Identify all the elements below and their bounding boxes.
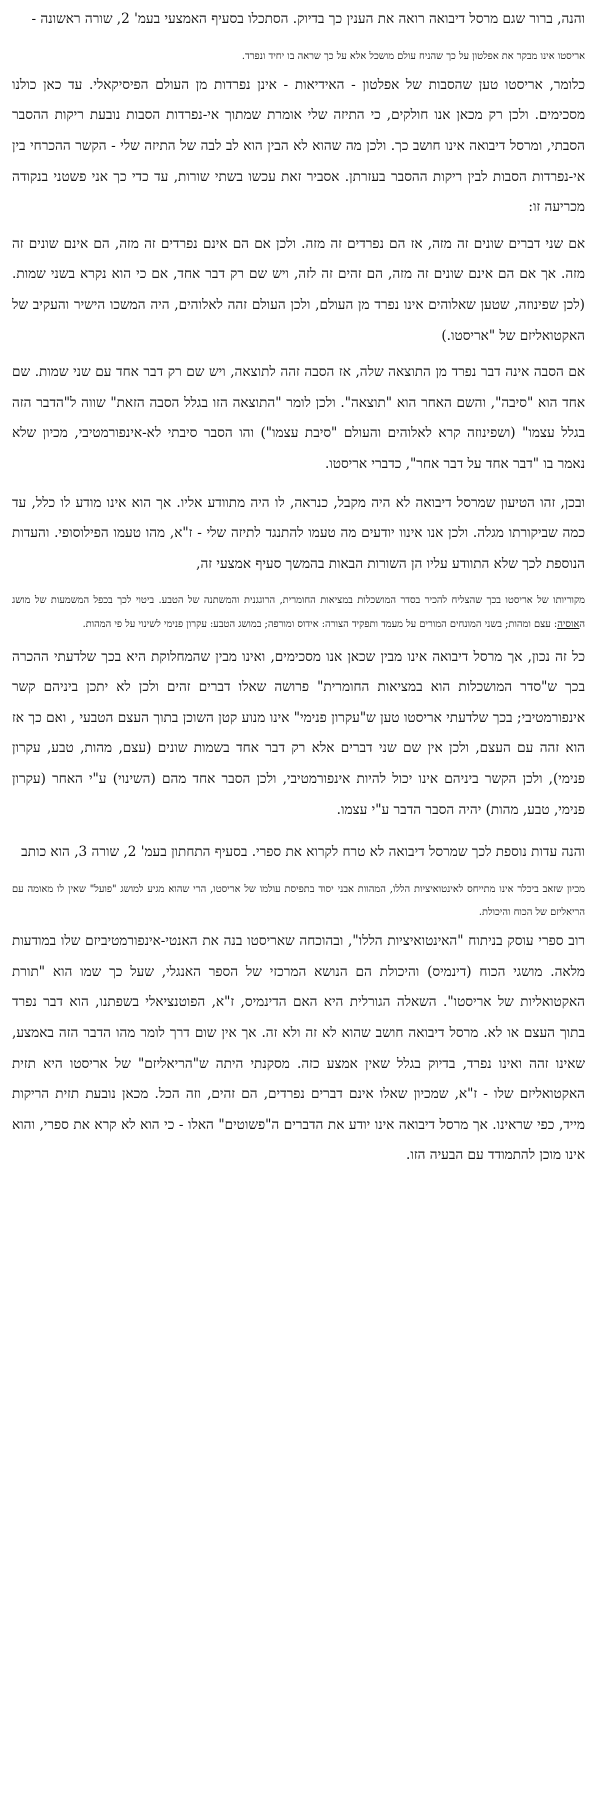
paragraph-cause-effect: אם הסבה אינה דבר נפרד מן התוצאה שלה, אז הסבה זהה לתוצאה, ויש שם רק דבר אחד עם שני שמות. שם אחד הוא "סיבה", והשם האחר הוא "תוצאה". ולכן לומר "התוצאה הזו בגלל הסבה הזאת" שווה ל"הדבר הזה בגלל עצמו" (ושפינוזה קרא לאלוהים והעולם "סיבת עצמו") והו הסבר סיבתי לא-אינפורמטיבי, מכיון שלא נאמר בו "דבר אחד על דבר אחר", כדברי אריסטו. <box>12 364 585 472</box>
paragraph-separation-thesis: כלומר, אריסטו טען שהסבות של אפלטון - האידיאות - אינן נפרדות מן העולם הפיסיקאלי. עד כאן כולנו מסכימים. ולכן רק מכאן אנו חולקים, כי התיזה שלי אומרת שמתוך אי-נפרדות הסבות נובעת ריקות ההסבר הסבתי, ומרסל דיבואה אינו חושב כך. ולכן מה שהוא לא הבין הוא לב לבה של התיזה שלי - הקשר ההכרחי בין אי-נפרדות הסבות לבין ריקות ההסבר בעזרתן. אסביר זאת עכשו בשתי שורות, עד כדי כך אני פשטני בנקודה מכריעה זו: <box>12 76 585 216</box>
paragraph-disagreement: כל זה נכון, אך מרסל דיבואה אינו מבין שכאן אנו מסכימים, ואינו מבין שהמחלוקת היא בכך שלדעתי ההכרה בכך ש"סדר המושכלות הוא במציאות החומרית" פרושה שאלו דברים זהים ולכן לא יתכן ביניהם קשר אינפורמטיבי; בכך שלדעתי אריסטו טען ש"עקרון פנימי" אינו מנוע קטן השוכן בתוך העצם הטבעי , ואם כך אז הוא זהה עם העצם, ולכן אין שם שני דברים אלא רק דבר אחד בשמות שונים (עצם, מהות, טבע, עקרון פנימי), ולכן הקשר ביניהם אינו יכול להיות אינפורמטיבי, ולכן הסבר אחד מהם (השינוי) ע"י האחר (עקרון פנימי, טבע, מהות) יהיה הסבר הדבר ע"י עצמו. <box>12 648 585 818</box>
paragraph-conclusion: רוב ספרי עוסק בניתוח "האינטואיציות הללו", ובהוכחה שאריסטו בנה את האנטי-אינפורמטיביזם שלו במודעות מלאה. מושגי הכוח (דינמיס) והיכולת הם הנושא המרכזי של הספר האנגלי, שעל כך שמו הוא "תורת האקטואליות של אריסטו". השאלה הגורלית היא האם הדינמיס, ז"א, הפוטנציאלי בשפתנו, הוא דבר נפרד בתוך העצם או לא. מרסל דיבואה חושב שהוא לא זה ולא זה. אך אין שום דרך לומר מהו הדבר הזה באמצע, שאינו זהה ואינו נפרד, בדיוק בגלל שאין אמצע כזה. מסקנתי היתה ש"הריאליזם" של אריסטו היא תזית האקטואליזם שלו - ז"א, שמכיון שאלו אינם דברים נפרדים, הם זהים, וזה הכל. מכאן נובעת תזית הריקות מייד, כפי שראינו. אך מרסל דיבואה אינו יודע את הדברים ה"פשוטים" האלו - כי הוא לא קרא את ספרי, והוא אינו מוכן להתמודד עם הבעיה הזו. <box>12 933 585 1164</box>
quote-note-2-text-after: : עצם ומהות; בשני המונחים המורים על מעמד ותפקיד הצורה: אידוס ומורפה; במושג הטבע: עקרון פנימי לשינוי על פי המהות. <box>82 618 558 630</box>
quote-note-2-text-before: מקוריותו של אריסטו בכך שהצליח להכיר בסדר המושכלות במציאות החומרית, הרוגגנית והמשתנה של הטבע. ביטוי לכך בכפל המשמעות של מושג ה <box>12 595 585 630</box>
quote-note-3: מכיון שזאב ביכלר אינו מתייחס לאינטואיציות הללו, המהוות אבני יסוד בתפיסת עולמו של אריסטו, הרי שהוא מגיע למושג "פועל" שאין לו מאומה עם הריאליזם של הכוח והיכולת. <box>12 883 585 919</box>
paragraph-intro: והנה, ברור שגם מרסל דיבואה רואה את הענין כך בדיוק. הסתכלו בסעיף האמצעי בעמ' 2, שורה ראשונה - <box>31 11 585 27</box>
quote-note-2 <box>12 589 585 635</box>
paragraph-further-evidence: והנה עדות נוספת לכך שמרסל דיבואה לא טרח לקרוא את ספרי. בסעיף התחתון בעמ' 2, שורה 3, הוא כותב <box>21 844 585 861</box>
underlined-term-ousia: אוסיה <box>557 618 580 630</box>
paragraph-identity-argument: אם שני דברים שונים זה מזה, אז הם נפרדים זה מזה. ולכן אם הם אינם נפרדים זה מזה, הם אינם שונים זה מזה. אך אם הם אינם שונים זה מזה, הם זהים זה לזה, ויש שם רק דבר אחד, אם כי הוא נקרא בשני שמות. (לכן שפינוזה, שטען שאלוהים אינו נפרד מן העולם, ולכן העולם זהה לאלוהים, היה המשכו הישיר והעקיב של האקטואליזם של "אריסטו.) <box>12 235 585 344</box>
quote-note-1: אריסטו אינו מבקר את אפלטון על כך שהניח עולם מושכל אלא על כך שראה בו יחיד ונפרד. <box>241 50 585 62</box>
paragraph-objection: ובכן, זהו הטיעון שמרסל דיבואה לא היה מקבל, כנראה, לו היה מתוודע אליו. אך הוא אינו מודע לו כלל, עד כמה שביקורתו מגלה. ולכן אנו אינוו יודעים מה טעמו להתנגד לתיזה שלי - ז"א, מהו טעמו הפילוסופי. והעדות הנוספת לכך שלא התוודע עליו הן השורות הבאות בהמשך סעיף אמצעי זה, <box>12 494 585 572</box>
